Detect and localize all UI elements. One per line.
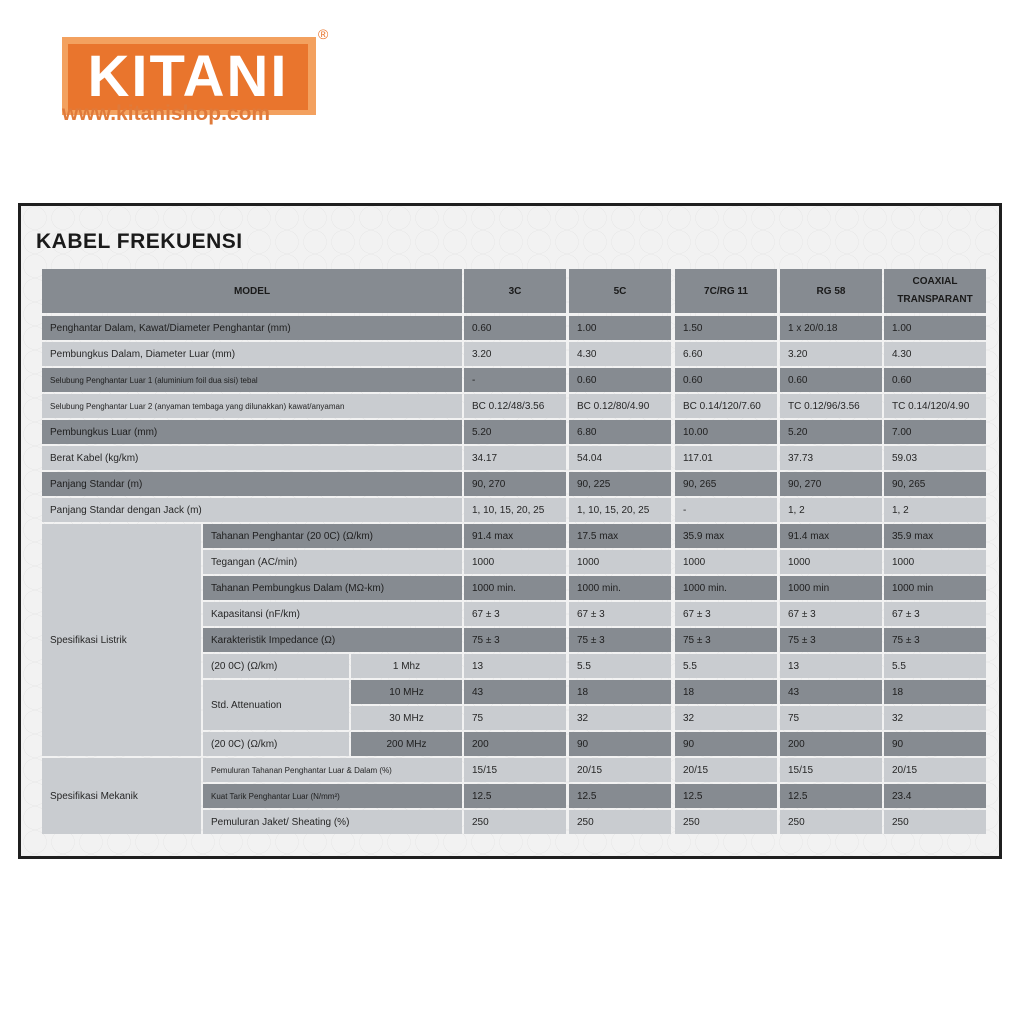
table-header-col5a: COAXIAL [912,276,958,287]
row-label: Pemuluran Tahanan Penghantar Luar & Dalam (%) [203,758,462,782]
table-cell: 67 ± 3 [780,602,882,626]
row-label: Penghantar Dalam, Kawat/Diameter Penghantar (mm) [42,316,462,340]
table-cell: 13 [780,654,882,678]
table-cell: 20/15 [569,758,671,782]
table-cell: 200 [780,732,882,756]
table-cell: 90 [569,732,671,756]
row-label: Kuat Tarik Penghantar Luar (N/mm²) [203,784,462,808]
table-cell: 37.73 [780,446,882,470]
table-cell: 20/15 [675,758,777,782]
table-cell: 117.01 [675,446,777,470]
row-label: Panjang Standar dengan Jack (m) [42,498,462,522]
table-cell: 1000 min [780,576,882,600]
table-cell: 12.5 [780,784,882,808]
table-cell: 91.4 max [780,524,882,548]
table-cell: 32 [569,706,671,730]
row-label: Kapasitansi (nF/km) [203,602,462,626]
table-cell: 5.5 [569,654,671,678]
table-cell: 15/15 [464,758,566,782]
section-label-listrik: Spesifikasi Listrik [42,524,201,756]
table-cell: 13 [464,654,566,678]
table-cell: 18 [569,680,671,704]
table-cell: 0.60 [884,368,986,392]
table-cell: 5.20 [780,420,882,444]
table-cell: 67 ± 3 [675,602,777,626]
table-cell: 0.60 [569,368,671,392]
table-cell: BC 0.14/120/7.60 [675,394,777,418]
table-cell: 1000 [884,550,986,574]
table-cell: 1.50 [675,316,777,340]
table-cell: 75 ± 3 [675,628,777,652]
table-cell: 35.9 max [884,524,986,548]
table-cell: 75 ± 3 [569,628,671,652]
table-cell: 6.80 [569,420,671,444]
table-cell: 32 [675,706,777,730]
table-cell: 5.5 [884,654,986,678]
table-cell: 34.17 [464,446,566,470]
table-cell: 1000 min. [675,576,777,600]
table-cell: 4.30 [884,342,986,366]
table-cell: 3.20 [780,342,882,366]
table-cell: 1000 [464,550,566,574]
table-cell: - [464,368,566,392]
row-label: Panjang Standar (m) [42,472,462,496]
table-header-col5b: TRANSPARANT [897,294,973,305]
table-cell: 5.20 [464,420,566,444]
table-cell: 75 ± 3 [464,628,566,652]
table-cell: TC 0.14/120/4.90 [884,394,986,418]
row-label: Berat Kabel (kg/km) [42,446,462,470]
table-cell: 250 [780,810,882,834]
table-cell: 18 [884,680,986,704]
table-cell: 4.30 [569,342,671,366]
table-cell: 90, 270 [464,472,566,496]
table-header-col4: RG 58 [780,269,882,313]
table-cell: 35.9 max [675,524,777,548]
table-cell: BC 0.12/48/3.56 [464,394,566,418]
table-cell: 250 [464,810,566,834]
table-cell: 43 [780,680,882,704]
row-label: Pemuluran Jaket/ Sheating (%) [203,810,462,834]
table-cell: 12.5 [569,784,671,808]
logo-badge [68,44,308,110]
table-cell: 0.60 [464,316,566,340]
table-cell: TC 0.12/96/3.56 [780,394,882,418]
row-label: Tahanan Pembungkus Dalam (MΩ-km) [203,576,462,600]
table-header-col1: 3C [464,269,566,313]
table-cell: 18 [675,680,777,704]
table-cell: 32 [884,706,986,730]
table-cell: 6.60 [675,342,777,366]
table-header-col5 [884,269,986,313]
table-cell: 1, 2 [884,498,986,522]
table-cell: 250 [569,810,671,834]
table-cell: 17.5 max [569,524,671,548]
attenuation-frequency: 30 MHz [351,706,462,730]
table-cell: 90, 270 [780,472,882,496]
registered-mark: ® [318,26,329,42]
table-cell: 3.20 [464,342,566,366]
spec-card [18,203,1002,859]
page-title: KABEL FREKUENSI [36,230,243,253]
row-label: Selubung Penghantar Luar 1 (aluminium foil dua sisi) tebal [42,368,462,392]
table-cell: 1, 10, 15, 20, 25 [569,498,671,522]
table-cell: 20/15 [884,758,986,782]
table-cell: 1000 min. [569,576,671,600]
table-cell: 1000 [569,550,671,574]
attenuation-frequency: 1 Mhz [351,654,462,678]
attenuation-frequency: 200 MHz [351,732,462,756]
table-cell: 67 ± 3 [569,602,671,626]
table-cell: 1.00 [884,316,986,340]
table-cell: 90 [675,732,777,756]
table-cell: 15/15 [780,758,882,782]
table-cell: 90, 265 [884,472,986,496]
table-cell: 1000 min. [464,576,566,600]
table-cell: 1000 [675,550,777,574]
table-cell: 75 [464,706,566,730]
table-cell: 1000 min [884,576,986,600]
table-cell: 1 x 20/0.18 [780,316,882,340]
table-cell: 0.60 [780,368,882,392]
attenuation-label: Std. Attenuation [203,680,349,730]
table-cell: 67 ± 3 [464,602,566,626]
table-cell: 1, 2 [780,498,882,522]
table-cell: 10.00 [675,420,777,444]
table-cell: 250 [884,810,986,834]
attenuation-unit-top: (20 0C) (Ω/km) [203,654,349,678]
table-cell: 67 ± 3 [884,602,986,626]
table-cell: 250 [675,810,777,834]
row-label: Pembungkus Dalam, Diameter Luar (mm) [42,342,462,366]
table-cell: 43 [464,680,566,704]
table-cell: 90, 265 [675,472,777,496]
table-cell: 90, 225 [569,472,671,496]
table-cell: 1000 [780,550,882,574]
row-label: Pembungkus Luar (mm) [42,420,462,444]
website-url: www.kitanishop.com [62,102,271,125]
table-cell: 7.00 [884,420,986,444]
table-cell: 0.60 [675,368,777,392]
table-cell: 1.00 [569,316,671,340]
table-header-model: MODEL [42,269,462,313]
table-cell: 1, 10, 15, 20, 25 [464,498,566,522]
table-cell: 91.4 max [464,524,566,548]
attenuation-unit-bottom: (20 0C) (Ω/km) [203,732,349,756]
table-cell: 75 ± 3 [780,628,882,652]
table-cell: BC 0.12/80/4.90 [569,394,671,418]
table-header-col2: 5C [569,269,671,313]
attenuation-frequency: 10 MHz [351,680,462,704]
table-cell: 75 ± 3 [884,628,986,652]
table-cell: 12.5 [675,784,777,808]
table-cell: 54.04 [569,446,671,470]
section-label-mekanik: Spesifikasi Mekanik [42,758,201,834]
table-cell: 200 [464,732,566,756]
table-cell: 90 [884,732,986,756]
table-cell: 5.5 [675,654,777,678]
row-label: Selubung Penghantar Luar 2 (anyaman tembaga yang dilunakkan) kawat/anyaman [42,394,462,418]
table-cell: 23.4 [884,784,986,808]
table-cell: - [675,498,777,522]
table-cell: 75 [780,706,882,730]
row-label: Tegangan (AC/min) [203,550,462,574]
table-cell: 59.03 [884,446,986,470]
brand-logo [48,24,340,136]
row-label: Karakteristik Impedance (Ω) [203,628,462,652]
row-label: Tahanan Penghantar (20 0C) (Ω/km) [203,524,462,548]
table-cell: 12.5 [464,784,566,808]
table-header-col3: 7C/RG 11 [675,269,777,313]
logo-wordmark: KITANI [87,44,289,109]
